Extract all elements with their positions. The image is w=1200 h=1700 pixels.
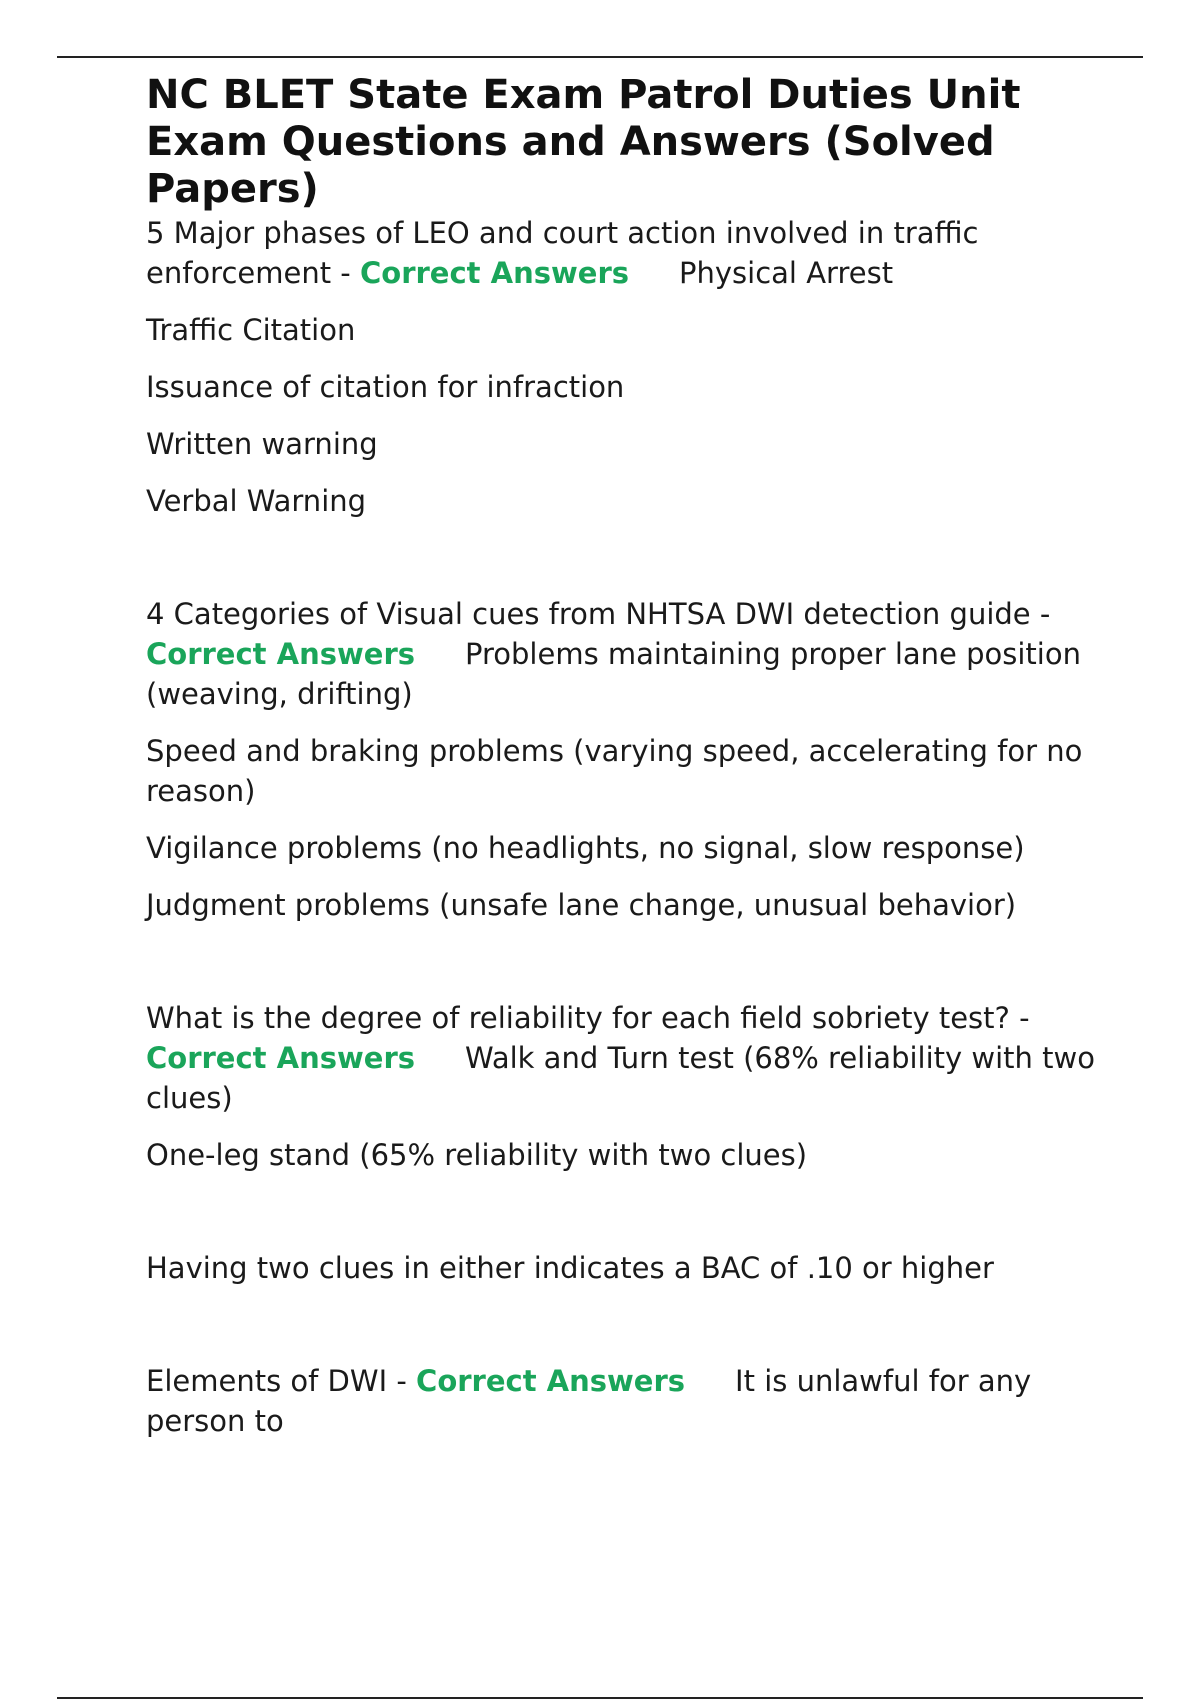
answer-line: Issuance of citation for infraction — [146, 370, 625, 404]
answer-line: Judgment problems (unsafe lane change, unusual behavior) — [146, 888, 1017, 922]
answer-line: One-leg stand (65% reliability with two clues) — [146, 1138, 808, 1172]
correct-answers-label: Correct Answers — [146, 637, 416, 671]
answer-text: Physical Arrest — [679, 256, 894, 290]
correct-answers-label: Correct Answers — [146, 1041, 416, 1075]
qa-block-1 — [146, 213, 1096, 521]
document-title: NC BLET State Exam Patrol Duties Unit Exam Questions and Answers (Solved Papers) — [146, 72, 1021, 212]
question-text: 5 Major phases of LEO and court action involved in traffic enforcement - — [146, 216, 979, 290]
document-page — [146, 72, 1096, 1458]
answer-text: It is unlawful for any person to — [146, 1364, 1032, 1438]
question-text: 4 Categories of Visual cues from NHTSA DWI detection guide - — [146, 597, 1051, 631]
top-rule — [57, 56, 1143, 58]
answer-line: Speed and braking problems (varying speed, accelerating for no reason) — [146, 734, 1083, 808]
answer-line: Verbal Warning — [146, 484, 367, 518]
answer-line: Written warning — [146, 427, 378, 461]
correct-answers-label: Correct Answers — [416, 1364, 686, 1398]
bottom-rule — [57, 1697, 1143, 1699]
answer-note: Having two clues in either indicates a BAC of .10 or higher — [146, 1251, 994, 1285]
answer-line: Vigilance problems (no headlights, no signal, slow response) — [146, 831, 1025, 865]
answer-text: Problems maintaining proper lane position (weaving, drifting) — [146, 637, 1081, 711]
question-1 — [146, 213, 1096, 293]
question-text: What is the degree of reliability for each field sobriety test? - — [146, 1001, 1030, 1035]
question-text: Elements of DWI - — [146, 1364, 417, 1398]
qa-block-3 — [146, 998, 1096, 1288]
question-2 — [146, 594, 1096, 714]
correct-answers-label: Correct Answers — [360, 256, 630, 290]
qa-block-2 — [146, 594, 1096, 925]
question-3 — [146, 998, 1096, 1118]
answer-line: Traffic Citation — [146, 313, 356, 347]
answer-text: Walk and Turn test (68% reliability with two clues) — [146, 1041, 1095, 1115]
question-4 — [146, 1361, 1096, 1441]
qa-block-4 — [146, 1361, 1096, 1441]
